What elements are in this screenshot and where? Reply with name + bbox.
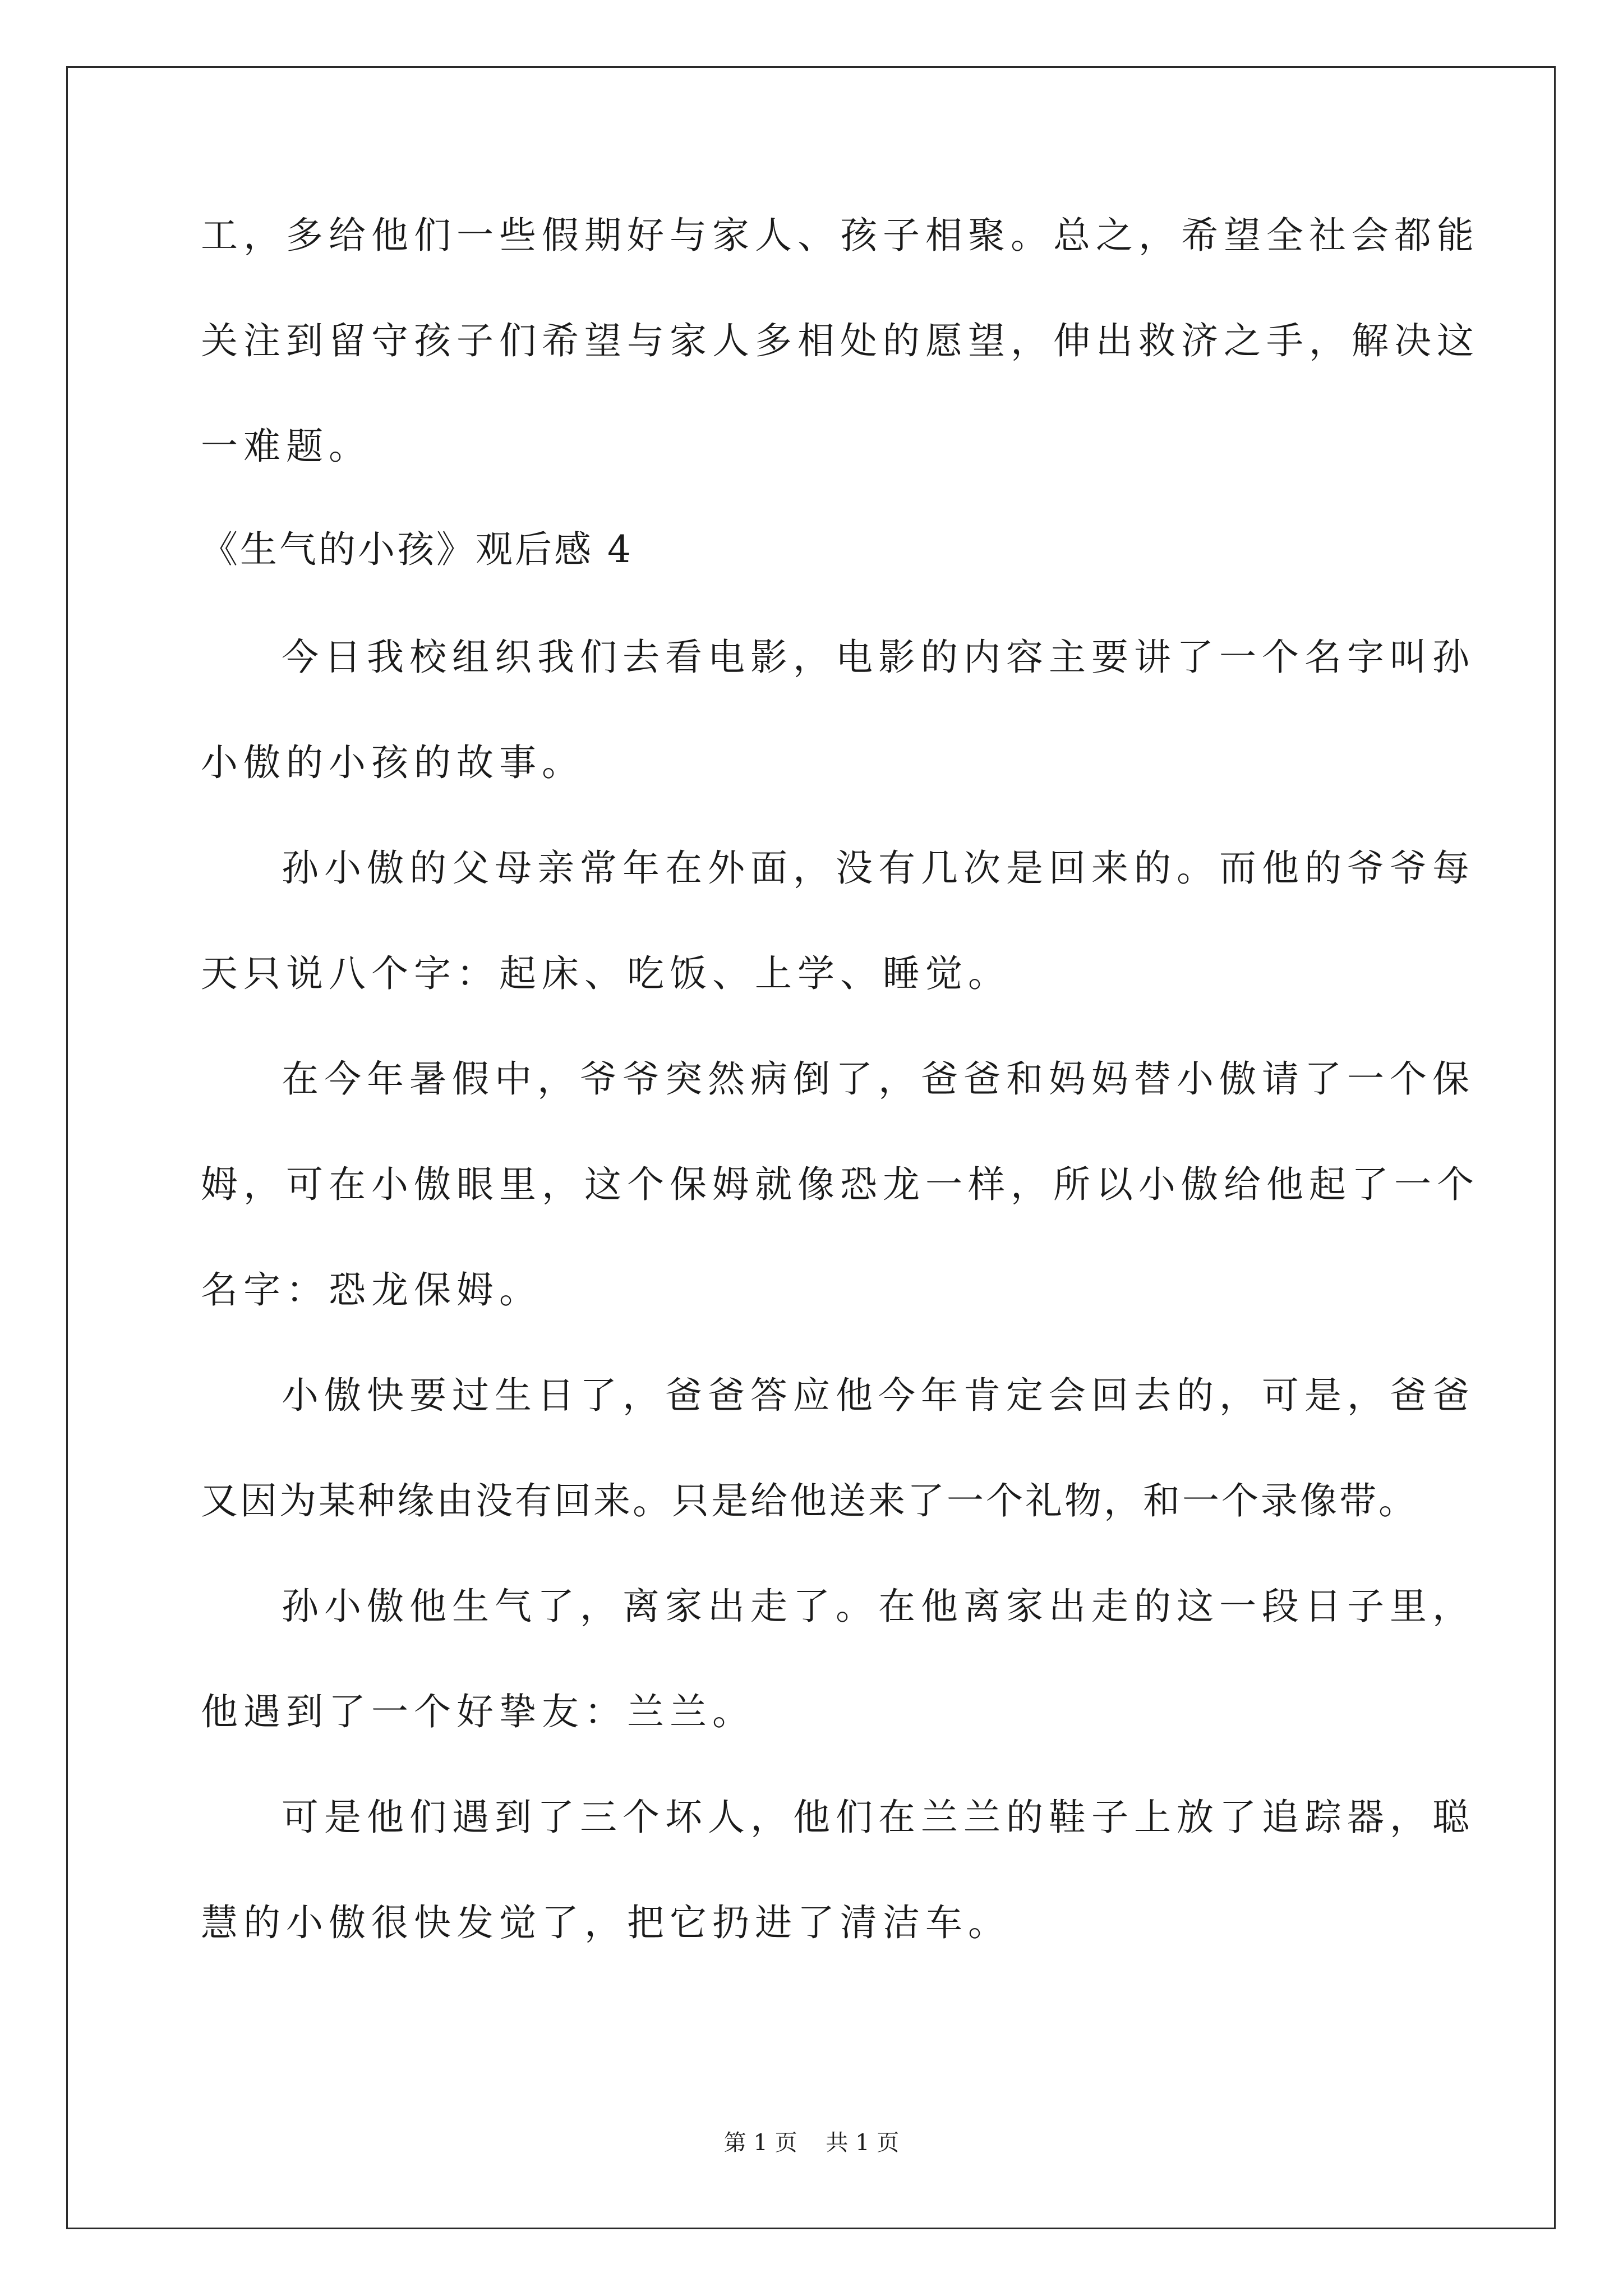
section-heading: 《生气的小孩》观后感 4 — [201, 528, 633, 571]
page-number-footer: 第 1 页 共 1 页 — [723, 2130, 900, 2156]
text-line: 孙小傲的父母亲常年在外面，没有几次是回来的。而他的爷爷每 — [282, 846, 1475, 890]
text-line: 今日我校组织我们去看电影，电影的内容主要讲了一个名字叫孙 — [282, 636, 1475, 679]
text-line: 小傲的小孩的故事。 — [201, 741, 584, 784]
text-line: 一难题。 — [201, 425, 371, 468]
text-line: 可是他们遇到了三个坏人，他们在兰兰的鞋子上放了追踪器，聪 — [282, 1796, 1475, 1839]
text-line: 慧的小傲很快发觉了，把它扔进了清洁车。 — [201, 1901, 1011, 1944]
text-line: 又因为某种缘由没有回来。只是给他送来了一个礼物，和一个录像带。 — [201, 1479, 1418, 1522]
text-line: 在今年暑假中，爷爷突然病倒了，爸爸和妈妈替小傲请了一个保 — [282, 1057, 1475, 1101]
text-line: 小傲快要过生日了，爸爸答应他今年肯定会回去的，可是，爸爸 — [282, 1374, 1475, 1417]
text-line: 名字：恐龙保姆。 — [201, 1268, 542, 1312]
text-line: 工，多给他们一些假期好与家人、孩子相聚。总之，希望全社会都能 — [201, 214, 1479, 257]
text-line: 姆，可在小傲眼里，这个保姆就像恐龙一样，所以小傲给他起了一个 — [201, 1163, 1479, 1206]
text-line: 关注到留守孩子们希望与家人多相处的愿望，伸出救济之手，解决这 — [201, 319, 1479, 362]
text-line: 孙小傲他生气了，离家出走了。在他离家出走的这一段日子里， — [282, 1585, 1475, 1628]
text-line: 他遇到了一个好挚友：兰兰。 — [201, 1690, 755, 1733]
text-line: 天只说八个字：起床、吃饭、上学、睡觉。 — [201, 952, 1011, 995]
